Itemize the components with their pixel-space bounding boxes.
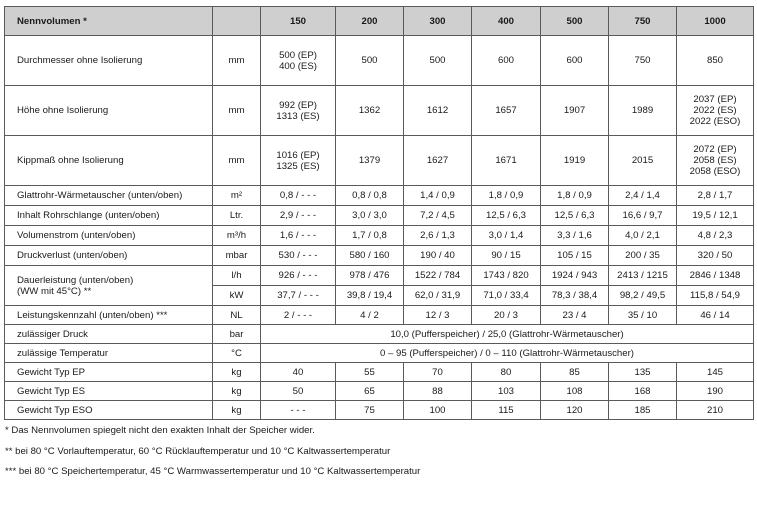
row-unit: l/h	[213, 266, 261, 286]
value-cell: 4,8 / 2,3	[677, 226, 754, 246]
value-cell: 71,0 / 33,4	[472, 286, 541, 306]
value-cell: 105 / 15	[541, 246, 609, 266]
cell-line: 1612	[426, 105, 449, 116]
row-label	[5, 266, 213, 306]
value-cell: 2,4 / 1,4	[609, 186, 677, 206]
row-leistungskennzahl	[5, 306, 754, 325]
value-cell	[336, 86, 404, 136]
value-cell	[677, 136, 754, 186]
row-gewicht-ep	[5, 363, 754, 382]
value-cell: 210	[677, 401, 754, 420]
row-label: zulässige Temperatur	[5, 344, 213, 363]
value-cell: 200 / 35	[609, 246, 677, 266]
value-cell	[541, 86, 609, 136]
spec-table	[4, 6, 754, 420]
value-cell: 320 / 50	[677, 246, 754, 266]
row-unit: Ltr.	[213, 206, 261, 226]
row-unit: bar	[213, 325, 261, 344]
value-cell: 46 / 14	[677, 306, 754, 325]
row-label: Gewicht Typ ESO	[5, 401, 213, 420]
row-unit: kg	[213, 401, 261, 420]
footnote: *** bei 80 °C Speichertemperatur, 45 °C Warmwassertemperatur und 10 °C Kaltwassertemperatur	[5, 466, 421, 477]
header-volume: 1000	[677, 7, 754, 36]
row-inhalt	[5, 206, 754, 226]
cell-line: 1325 (ES)	[276, 160, 320, 172]
cell-line: 1657	[495, 105, 517, 116]
value-cell: 90 / 15	[472, 246, 541, 266]
value-cell: 20 / 3	[472, 306, 541, 325]
cell-line: 2058 (ES)	[693, 155, 737, 166]
value-cell	[677, 86, 754, 136]
value-cell: 108	[541, 382, 609, 401]
cell-line: 500 (EP)	[279, 49, 317, 61]
value-cell: 62,0 / 31,9	[404, 286, 472, 306]
value-cell: 40	[261, 363, 336, 382]
row-unit: mm	[213, 136, 261, 186]
row-label: Gewicht Typ ES	[5, 382, 213, 401]
value-cell: 0,8 / - - -	[261, 186, 336, 206]
cell-line: 1671	[495, 155, 517, 166]
value-cell	[677, 36, 754, 86]
cell-line: 500	[429, 55, 446, 66]
value-cell: 3,0 / 1,4	[472, 226, 541, 246]
value-cell: 12,5 / 6,3	[472, 206, 541, 226]
value-cell: 190	[677, 382, 754, 401]
header-volume: 750	[609, 7, 677, 36]
value-cell: 4 / 2	[336, 306, 404, 325]
value-cell: 80	[472, 363, 541, 382]
value-cell: 75	[336, 401, 404, 420]
row-temperatur	[5, 344, 754, 363]
value-cell: 1,8 / 0,9	[472, 186, 541, 206]
footnote: * Das Nennvolumen spiegelt nicht den exakten Inhalt der Speicher wider.	[5, 425, 315, 436]
row-label: Durchmesser ohne Isolierung	[5, 36, 213, 86]
row-label: Leistungskennzahl (unten/oben) ***	[5, 306, 213, 325]
row-label: zulässiger Druck	[5, 325, 213, 344]
row-unit: m²	[213, 186, 261, 206]
value-cell: 1,6 / - - -	[261, 226, 336, 246]
row-unit: m³/h	[213, 226, 261, 246]
cell-line: 2022 (ESO)	[689, 116, 741, 127]
cell-line: 2022 (ES)	[693, 105, 737, 116]
cell-line: 600	[566, 55, 583, 66]
value-cell	[261, 36, 336, 86]
value-cell	[541, 136, 609, 186]
cell-line: 2072 (EP)	[693, 144, 737, 155]
value-cell	[404, 86, 472, 136]
cell-line: 1379	[358, 155, 381, 166]
cell-line: 1016 (EP)	[276, 149, 320, 161]
value-cell: 12 / 3	[404, 306, 472, 325]
value-cell: 0,8 / 0,8	[336, 186, 404, 206]
row-kippmass	[5, 136, 754, 186]
value-cell	[472, 86, 541, 136]
value-cell: 12,5 / 6,3	[541, 206, 609, 226]
value-cell: 4,0 / 2,1	[609, 226, 677, 246]
cell-line: 2037 (EP)	[693, 94, 737, 105]
header-volume: 400	[472, 7, 541, 36]
value-cell: 70	[404, 363, 472, 382]
row-unit: mm	[213, 36, 261, 86]
cell-line: 1313 (ES)	[276, 110, 320, 122]
cell-line: 600	[497, 55, 514, 66]
value-cell: 1,7 / 0,8	[336, 226, 404, 246]
value-cell: 1522 / 784	[404, 266, 472, 286]
cell-line: Dauerleistung (unten/oben)	[17, 274, 134, 286]
value-cell: 37,7 / - - -	[261, 286, 336, 306]
row-unit: kg	[213, 363, 261, 382]
value-cell: 978 / 476	[336, 266, 404, 286]
cell-line: 992 (EP)	[279, 99, 317, 111]
cell-line: 1627	[426, 155, 449, 166]
value-cell: 580 / 160	[336, 246, 404, 266]
value-cell: 3,3 / 1,6	[541, 226, 609, 246]
value-cell	[261, 136, 336, 186]
value-cell: 120	[541, 401, 609, 420]
row-label: Kippmaß ohne Isolierung	[5, 136, 213, 186]
row-label: Inhalt Rohrschlange (unten/oben)	[5, 206, 213, 226]
cell-line: 1362	[358, 105, 381, 116]
value-cell	[609, 36, 677, 86]
value-cell: 2 / - - -	[261, 306, 336, 325]
value-cell	[336, 136, 404, 186]
value-cell	[261, 86, 336, 136]
header-volume: 150	[261, 7, 336, 36]
value-cell: 19,5 / 12,1	[677, 206, 754, 226]
value-cell-span: 10,0 (Pufferspeicher) / 25,0 (Glattrohr-Wärmetauscher)	[261, 325, 754, 344]
value-cell: 23 / 4	[541, 306, 609, 325]
cell-line: 500	[361, 55, 378, 66]
value-cell: 65	[336, 382, 404, 401]
value-cell: 1743 / 820	[472, 266, 541, 286]
value-cell: 926 / - - -	[261, 266, 336, 286]
value-cell	[472, 36, 541, 86]
header-unit-cell	[213, 7, 261, 36]
value-cell: 2413 / 1215	[609, 266, 677, 286]
row-label: Höhe ohne Isolierung	[5, 86, 213, 136]
row-unit: °C	[213, 344, 261, 363]
value-cell: 2,8 / 1,7	[677, 186, 754, 206]
value-cell: 50	[261, 382, 336, 401]
value-cell: 115,8 / 54,9	[677, 286, 754, 306]
value-cell: 1,8 / 0,9	[541, 186, 609, 206]
value-cell: 100	[404, 401, 472, 420]
row-label: Gewicht Typ EP	[5, 363, 213, 382]
cell-line: 1919	[563, 155, 586, 166]
value-cell	[336, 36, 404, 86]
header-volume: 500	[541, 7, 609, 36]
header-volume: 200	[336, 7, 404, 36]
value-cell	[472, 136, 541, 186]
value-cell: - - -	[261, 401, 336, 420]
value-cell: 190 / 40	[404, 246, 472, 266]
value-cell: 39,8 / 19,4	[336, 286, 404, 306]
cell-line: 2058 (ESO)	[689, 166, 741, 177]
footnote: ** bei 80 °C Vorlauftemperatur, 60 °C Rücklauftemperatur und 10 °C Kaltwassertemperatur	[5, 446, 391, 457]
value-cell	[609, 86, 677, 136]
value-cell: 85	[541, 363, 609, 382]
row-unit: mm	[213, 86, 261, 136]
value-cell: 98,2 / 49,5	[609, 286, 677, 306]
row-unit: kg	[213, 382, 261, 401]
cell-line: 750	[634, 55, 651, 66]
value-cell-span: 0 – 95 (Pufferspeicher) / 0 – 110 (Glattrohr-Wärmetauscher)	[261, 344, 754, 363]
row-glattrohr	[5, 186, 754, 206]
value-cell	[404, 36, 472, 86]
row-volumenstrom	[5, 226, 754, 246]
row-hoehe	[5, 86, 754, 136]
value-cell: 115	[472, 401, 541, 420]
row-label: Volumenstrom (unten/oben)	[5, 226, 213, 246]
value-cell: 103	[472, 382, 541, 401]
row-unit: kW	[213, 286, 261, 306]
row-gewicht-eso	[5, 401, 754, 420]
header-label: Nennvolumen *	[5, 7, 213, 36]
value-cell: 530 / - - -	[261, 246, 336, 266]
value-cell	[609, 136, 677, 186]
cell-line: 2015	[631, 155, 654, 166]
header-volume: 300	[404, 7, 472, 36]
cell-line: 850	[706, 55, 723, 66]
value-cell: 2,6 / 1,3	[404, 226, 472, 246]
row-druckverlust	[5, 246, 754, 266]
value-cell: 3,0 / 3,0	[336, 206, 404, 226]
value-cell: 135	[609, 363, 677, 382]
value-cell: 78,3 / 38,4	[541, 286, 609, 306]
cell-line: 400 (ES)	[279, 60, 317, 72]
header-row	[5, 7, 754, 36]
value-cell	[404, 136, 472, 186]
value-cell: 35 / 10	[609, 306, 677, 325]
row-label: Glattrohr-Wärmetauscher (unten/oben)	[5, 186, 213, 206]
value-cell: 88	[404, 382, 472, 401]
value-cell: 185	[609, 401, 677, 420]
value-cell	[541, 36, 609, 86]
value-cell: 1,4 / 0,9	[404, 186, 472, 206]
row-unit: mbar	[213, 246, 261, 266]
cell-line: 1907	[563, 105, 586, 116]
value-cell: 2846 / 1348	[677, 266, 754, 286]
row-druck	[5, 325, 754, 344]
value-cell: 168	[609, 382, 677, 401]
value-cell: 55	[336, 363, 404, 382]
cell-line: (WW mit 45°C) **	[17, 285, 92, 297]
row-durchmesser	[5, 36, 754, 86]
row-unit: NL	[213, 306, 261, 325]
row-label: Druckverlust (unten/oben)	[5, 246, 213, 266]
cell-line: 1989	[631, 105, 654, 116]
value-cell: 7,2 / 4,5	[404, 206, 472, 226]
row-dauerleistung-lh	[5, 266, 754, 286]
value-cell: 145	[677, 363, 754, 382]
row-gewicht-es	[5, 382, 754, 401]
value-cell: 16,6 / 9,7	[609, 206, 677, 226]
value-cell: 2,9 / - - -	[261, 206, 336, 226]
value-cell: 1924 / 943	[541, 266, 609, 286]
